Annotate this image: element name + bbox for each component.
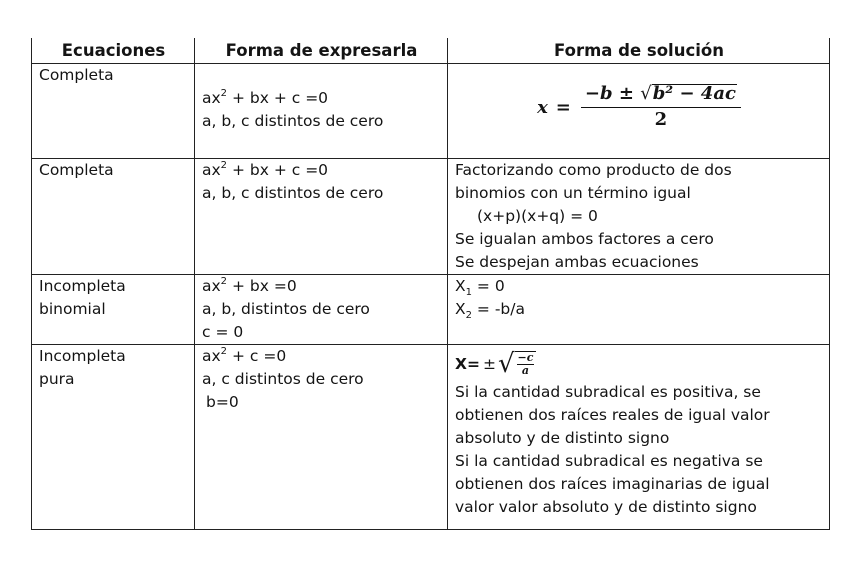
solution-cell <box>448 159 830 275</box>
equation-type: Completa <box>39 66 114 84</box>
coefficient-condition: c = 0 <box>202 323 244 341</box>
equation-expression: $ax^2$ + bx + c =0 <box>202 87 329 107</box>
equation-expression: $ax^2 + c =0$ <box>202 345 287 365</box>
equation-type: Completa <box>39 161 114 179</box>
equation-expression: $ax^2$ + bx + c =0 <box>202 159 329 179</box>
equation-expression: $ax^2$ + bx =0 <box>202 275 297 295</box>
header-forma-expresarla: Forma de expresarla <box>195 38 448 64</box>
equation-type-cell <box>32 275 195 345</box>
expression-cell <box>195 345 448 530</box>
expression-cell <box>195 159 448 275</box>
solution-line: binomios con un término igual <box>455 184 691 202</box>
table-row <box>32 159 830 275</box>
equation-type: pura <box>39 370 75 388</box>
solution-cell <box>448 275 830 345</box>
solution-line: obtienen dos raíces imaginarias de igual <box>455 475 770 493</box>
equation-type-cell <box>32 64 195 159</box>
equation-type: binomial <box>39 300 106 318</box>
factored-form: (x+p)(x+q) = 0 <box>477 207 598 225</box>
pure-root-formula: X= ± √ −c a <box>455 347 823 381</box>
solution-line: Se despejan ambas ecuaciones <box>455 253 699 271</box>
coefficient-condition: b=0 <box>206 393 239 411</box>
solution-line: Si la cantidad subradical es negativa se <box>455 452 763 470</box>
solution-line: Factorizando como producto de dos <box>455 161 732 179</box>
coefficient-condition: a, c distintos de cero <box>202 370 364 388</box>
table-row <box>32 345 830 530</box>
equation-type-cell <box>32 345 195 530</box>
header-row <box>32 38 830 64</box>
expression-cell <box>195 64 448 159</box>
solution-line: Si la cantidad subradical es positiva, se <box>455 383 761 401</box>
header-forma-solucion: Forma de solución <box>448 38 830 64</box>
equation-type: Incompleta <box>39 277 126 295</box>
table-row <box>32 64 830 159</box>
table-row <box>32 275 830 345</box>
header-ecuaciones: Ecuaciones <box>32 38 195 64</box>
root-x1: $X_1 = 0$ <box>455 277 505 299</box>
expression-cell <box>195 275 448 345</box>
solution-line: valor valor absoluto y de distinto signo <box>455 498 757 516</box>
solution-cell <box>448 64 830 159</box>
equation-type: Incompleta <box>39 347 126 365</box>
equation-type-cell <box>32 159 195 275</box>
solution-cell <box>448 345 830 530</box>
coefficient-condition: a, b, c distintos de cero <box>202 184 384 202</box>
solution-line: obtienen dos raíces reales de igual valor <box>455 406 770 424</box>
coefficient-condition: a, b, c distintos de cero <box>202 112 384 130</box>
quadratic-formula: x = $\frac{\text{−b ± √b² − 4ac}}{2}$ <box>455 83 823 132</box>
quadratic-equations-table <box>31 38 830 530</box>
coefficient-condition: a, b, distintos de cero <box>202 300 370 318</box>
solution-line: absoluto y de distinto signo <box>455 429 670 447</box>
solution-line: Se igualan ambos factores a cero <box>455 230 714 248</box>
root-x2: $X_2 = -b/a$ <box>455 300 525 322</box>
